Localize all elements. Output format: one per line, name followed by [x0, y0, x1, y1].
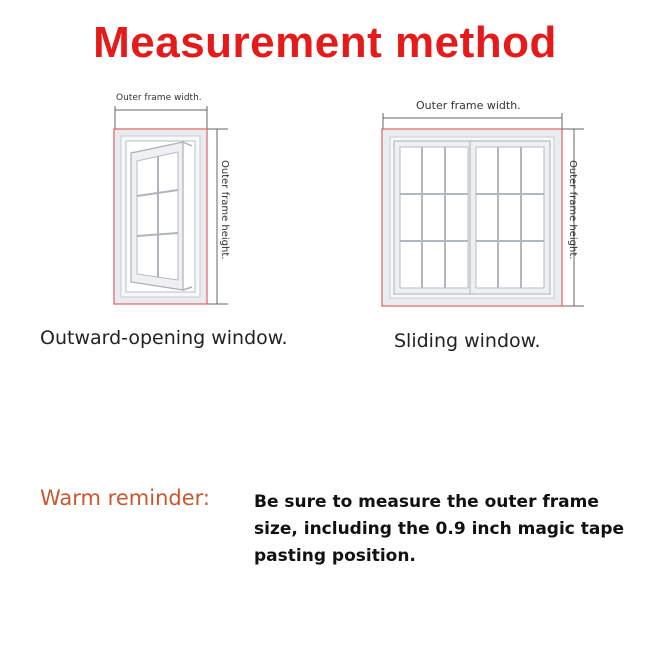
outward-height-label: Outer frame height. — [219, 160, 230, 260]
sliding-height-label: Outer frame height. — [567, 160, 578, 260]
sliding-window-caption: Sliding window. — [394, 330, 541, 352]
reminder-text: Be sure to measure the outer frame size, including the 0.9 inch magic tape pasting position. — [254, 492, 625, 566]
outward-window-illustration — [114, 106, 228, 304]
page-title: Measurement method — [93, 18, 557, 67]
sliding-window-illustration — [382, 113, 584, 306]
reminder-label: Warm reminder: — [40, 486, 210, 510]
outward-window-caption: Outward-opening window. — [40, 327, 288, 349]
sliding-width-label: Outer frame width. — [416, 99, 521, 112]
outward-width-label: Outer frame width. — [116, 93, 202, 103]
